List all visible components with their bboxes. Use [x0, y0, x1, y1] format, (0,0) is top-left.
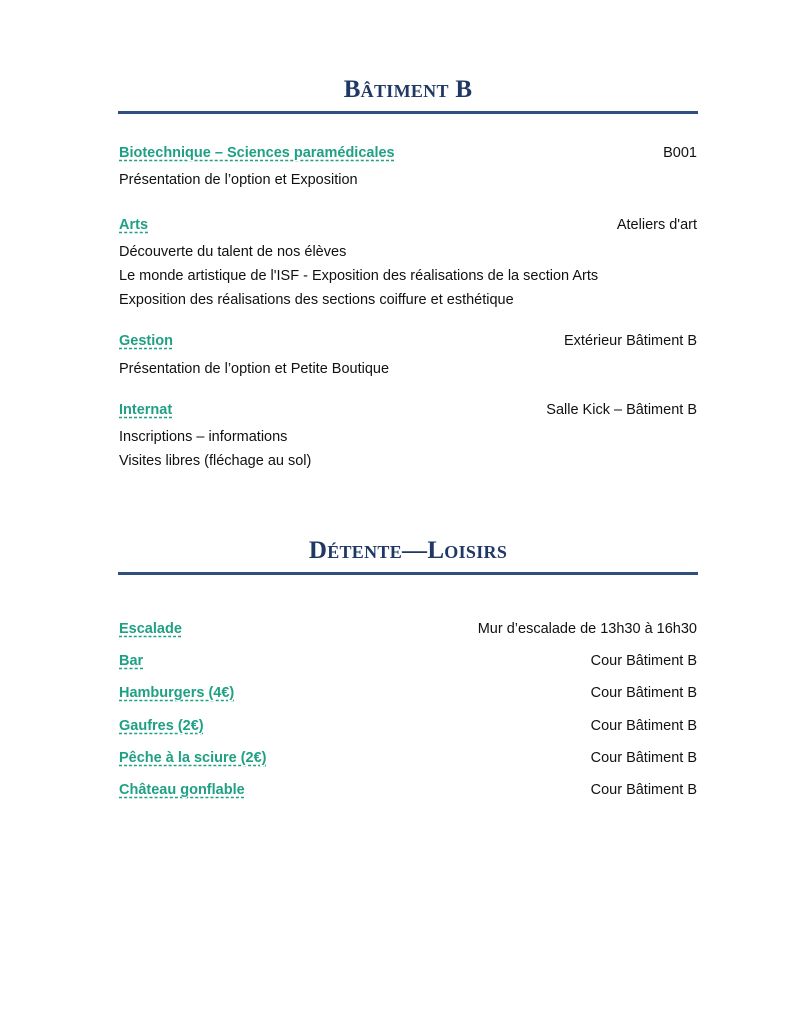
entry-description: Présentation de l’option et Exposition — [119, 172, 358, 188]
section-title-batiment: Bâtiment B — [343, 76, 473, 103]
entry-location: Mur d’escalade de 13h30 à 16h30 — [477, 621, 697, 637]
entry-chateau — [119, 782, 697, 802]
entry-internat — [119, 402, 697, 422]
entry-title-link[interactable]: Arts — [119, 217, 149, 233]
entry-title-link[interactable]: Gaufres (2€) — [119, 718, 204, 734]
entry-location: B001 — [663, 145, 697, 161]
entry-description: Exposition des réalisations des sections coiffure et esthétique — [119, 292, 514, 308]
entry-gaufres — [119, 718, 697, 738]
entry-location: Cour Bâtiment B — [590, 653, 697, 669]
entry-escalade — [119, 621, 697, 641]
entry-location: Cour Bâtiment B — [590, 750, 697, 766]
entry-arts — [119, 217, 697, 237]
entry-hamburgers — [119, 685, 697, 705]
entry-biotechnique — [119, 145, 697, 165]
entry-title-link[interactable]: Escalade — [119, 621, 182, 637]
entry-title-link[interactable]: Bar — [119, 653, 144, 669]
entry-peche — [119, 750, 697, 770]
entry-title-link[interactable]: Biotechnique – Sciences paramédicales — [119, 145, 395, 161]
entry-bar — [119, 653, 697, 673]
entry-title-link[interactable]: Hamburgers (4€) — [119, 685, 235, 701]
entry-location: Cour Bâtiment B — [590, 718, 697, 734]
entry-location: Extérieur Bâtiment B — [564, 333, 697, 349]
entry-description: Découverte du talent de nos élèves — [119, 244, 347, 260]
entry-title-link[interactable]: Gestion — [119, 333, 173, 349]
entry-description: Présentation de l’option et Petite Boutique — [119, 361, 390, 377]
entry-location: Cour Bâtiment B — [590, 685, 697, 701]
section-title-detente: Détente—Loisirs — [308, 537, 508, 564]
entry-location: Salle Kick – Bâtiment B — [546, 402, 697, 418]
entry-location: Ateliers d'art — [616, 217, 697, 233]
title-rule — [118, 111, 698, 114]
entry-title-link[interactable]: Internat — [119, 402, 173, 418]
entry-description: Le monde artistique de l'ISF - Exposition des réalisations de la section Arts — [119, 268, 599, 284]
title-rule — [118, 572, 698, 575]
entry-title-link[interactable]: Château gonflable — [119, 782, 245, 798]
entry-title-link[interactable]: Pêche à la sciure (2€) — [119, 750, 267, 766]
entry-description: Visites libres (fléchage au sol) — [119, 453, 312, 469]
entry-description: Inscriptions – informations — [119, 429, 288, 445]
entry-location: Cour Bâtiment B — [590, 782, 697, 798]
entry-gestion — [119, 333, 697, 353]
